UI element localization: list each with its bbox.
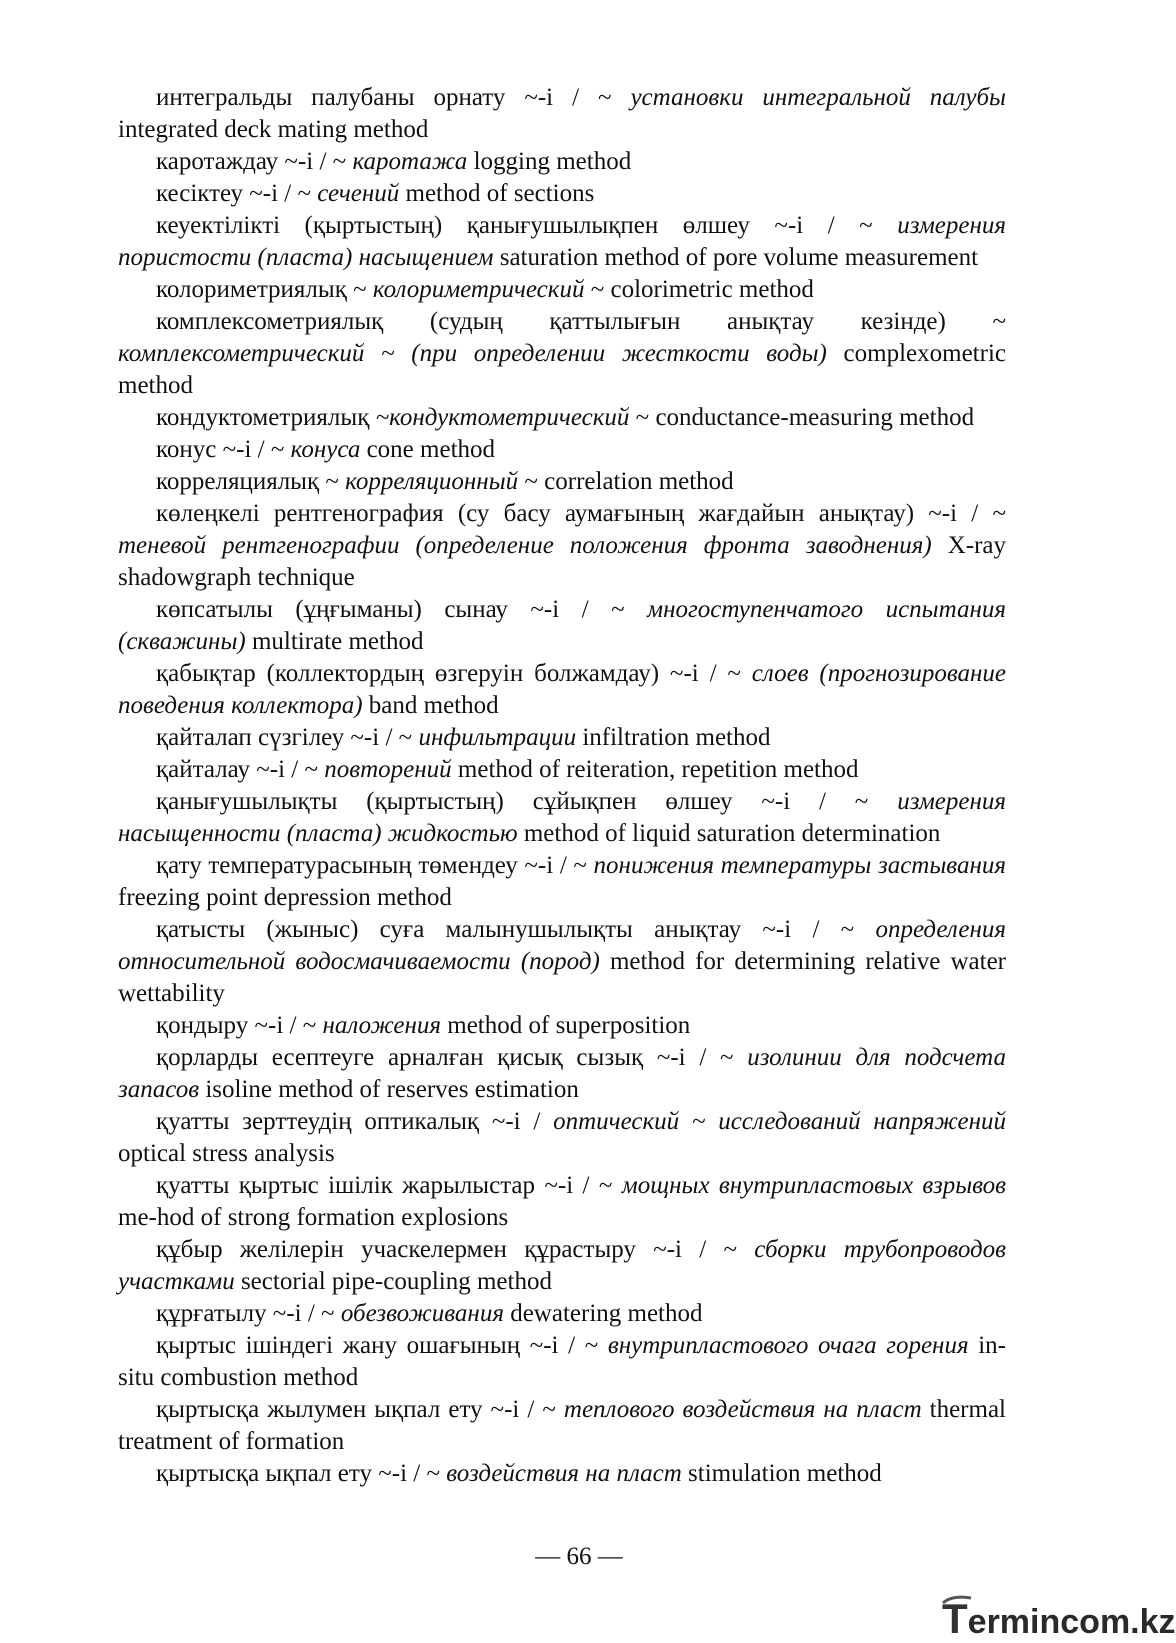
dictionary-entry: қуатты зерттеудің оптикалық ~-і / оптический ~ исследований напряжений optical stress analysis (118, 1108, 1006, 1167)
page-number: — 66 — (535, 1543, 623, 1570)
dictionary-entry: қанығушылықты (қыртыстың) сұйықпен өлшеу ~-і / ~ измерения насыщенности (пласта) жидкостью method of liquid saturation determination (118, 788, 1006, 847)
dictionary-entry: конус ~-і / ~ конуса cone method (156, 436, 496, 463)
dictionary-entry: кондуктометриялық ~кондуктометрический ~ conductance-measuring method (156, 404, 975, 431)
dictionary-entry: қату температурасының төмендеу ~-і / ~ понижения температуры застывания freezing point depression method (118, 852, 1006, 911)
dictionary-entry: қыртыс ішіндегі жану ошағының ~-і / ~ внутрипластового очага горения in-situ combustion method (118, 1332, 1006, 1391)
dictionary-entry: қатысты (жыныс) суға малынушылықты анықтау ~-і / ~ определения относительной водосмачиваемости (пород) method for determining relative water wettability (118, 916, 1006, 1007)
dictionary-entry: қорларды есептеуге арналған қисық сызық ~-і / ~ изолинии для подсчета запасов isoline method of reserves estimation (118, 1044, 1006, 1103)
dictionary-entry: кесіктеу ~-і / ~ сечений method of sections (156, 180, 595, 207)
dictionary-entry: кеуектілікті (қыртыстың) қанығушылықпен өлшеу ~-і / ~ измерения пористости (пласта) насыщением saturation method of pore volume measurement (118, 212, 1006, 271)
dictionary-entry: көлеңкелі рентгенография (су басу аумағының жағдайын анықтау) ~-і / ~ теневой рентгенографии (определение положения фронта заводнения) X-ray shadowgraph technique (118, 500, 1006, 591)
dictionary-entries (118, 82, 1006, 1490)
termincom-logo: Termincom.kz (942, 1595, 1176, 1642)
dictionary-entry: құрғатылу ~-і / ~ обезвоживания dewatering method (156, 1300, 703, 1327)
dictionary-entry: қуатты қыртыс ішілік жарылыстар ~-і / ~ мощных внутрипластовых взрывов me-hod of strong formation explosions (118, 1172, 1006, 1231)
logo-swoosh-icon (942, 1595, 972, 1605)
dictionary-entry: колориметриялық ~ колориметрический ~ colorimetric method (156, 276, 814, 303)
dictionary-entry: комплексометриялық (судың қаттылығын анықтау кезінде) ~ комплексометрический ~ (при определении жесткости воды) complexometric method (118, 308, 1006, 399)
dictionary-entry: каротаждау ~-і / ~ каротажа logging method (156, 148, 632, 175)
dictionary-entry: құбыр желілерін учаскелермен құрастыру ~-і / ~ сборки трубопроводов участками sectorial pipe-coupling method (118, 1236, 1006, 1295)
dictionary-entry: қабықтар (коллектордың өзгеруін болжамдау) ~-і / ~ слоев (прогнозирование поведения коллектора) band method (118, 660, 1006, 719)
dictionary-entry: интегральды палубаны орнату ~-і / ~ установки интегральной палубы integrated deck mating method (118, 84, 1006, 143)
dictionary-entry: қыртысқа ықпал ету ~-і / ~ воздействия на пласт stimulation method (156, 1460, 882, 1487)
dictionary-entry: көпсатылы (ұңғыманы) сынау ~-і / ~ многоступенчатого испытания (скважины) multirate method (118, 596, 1006, 655)
dictionary-entry: қыртысқа жылумен ықпал ету ~-і / ~ теплового воздействия на пласт thermal treatment of formation (118, 1396, 1006, 1455)
dictionary-entry: қайталап сүзгілеу ~-і / ~ инфильтрации infiltration method (156, 724, 771, 751)
dictionary-entry: корреляциялық ~ корреляционный ~ correlation method (156, 468, 734, 495)
dictionary-entry: қондыру ~-і / ~ наложения method of superposition (156, 1012, 691, 1039)
dictionary-entry: қайталау ~-і / ~ повторений method of reiteration, repetition method (156, 756, 859, 783)
